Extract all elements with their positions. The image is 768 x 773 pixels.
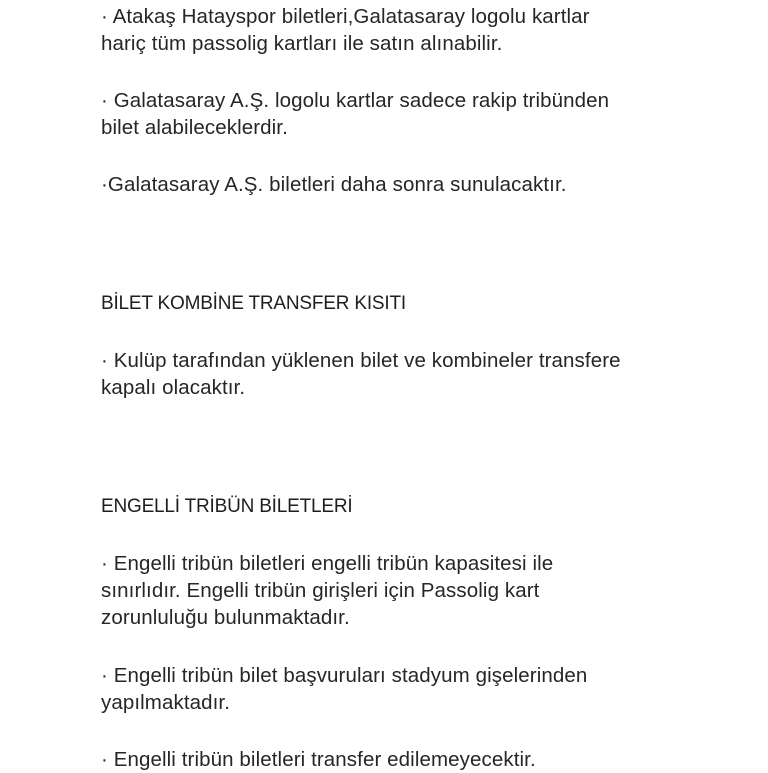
text-line: ·Galatasaray A.Ş. biletleri daha sonra sunulacaktır. bbox=[101, 173, 567, 196]
section-heading-disabled-stand-tickets: ENGELLİ TRİBÜN BİLETLERİ bbox=[101, 496, 353, 517]
text-line: yapılmaktadır. bbox=[101, 691, 231, 714]
text-line: · Atakaş Hatayspor biletleri,Galatasaray logolu kartlar bbox=[101, 5, 590, 28]
text-line: zorunluluğu bulunmaktadır. bbox=[101, 606, 350, 629]
text-line: · Engelli tribün biletleri engelli tribün kapasitesi ile bbox=[101, 552, 554, 575]
paragraph-transfer-closed bbox=[101, 347, 621, 401]
text-line: · Engelli tribün bilet başvuruları stadyum gişelerinden bbox=[101, 664, 588, 687]
paragraph-disabled-applications bbox=[101, 662, 587, 716]
paragraph-hatayspor-tickets bbox=[101, 3, 590, 57]
text-line: sınırlıdır. Engelli tribün girişleri için Passolig kart bbox=[101, 579, 540, 602]
paragraph-galatasaray-tickets-later bbox=[101, 171, 567, 198]
paragraph-galatasaray-cards bbox=[101, 87, 609, 141]
paragraph-disabled-no-transfer bbox=[101, 746, 536, 773]
text-line: bilet alabileceklerdir. bbox=[101, 116, 288, 139]
paragraph-disabled-capacity bbox=[101, 550, 553, 631]
text-line: hariç tüm passolig kartları ile satın alınabilir. bbox=[101, 32, 503, 55]
text-line: · Engelli tribün biletleri transfer edilemeyecektir. bbox=[101, 748, 536, 771]
text-line: kapalı olacaktır. bbox=[101, 376, 246, 399]
section-heading-transfer-restriction: BİLET KOMBİNE TRANSFER KISITI bbox=[101, 293, 406, 314]
text-line: · Galatasaray A.Ş. logolu kartlar sadece rakip tribünden bbox=[101, 89, 610, 112]
text-line: · Kulüp tarafından yüklenen bilet ve kombineler transfere bbox=[101, 349, 621, 372]
